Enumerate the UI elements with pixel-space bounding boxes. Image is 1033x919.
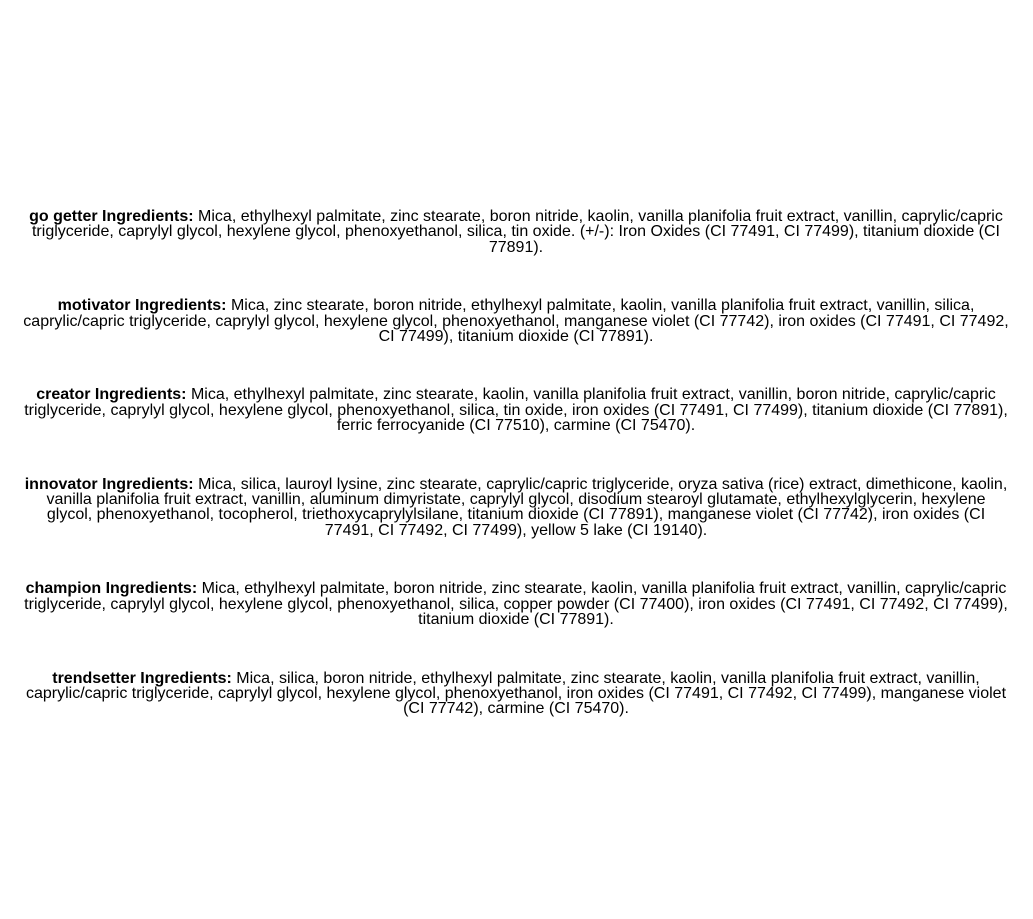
ingredient-block-go-getter bbox=[22, 209, 1010, 255]
ingredient-block-creator bbox=[22, 387, 1010, 433]
ingredient-text: Mica, silica, lauroyl lysine, zinc stearate, caprylic/capric triglyceride, oryza sativa (rice) extract, dimethicone, kaolin, vanilla planifolia fruit extract, vanillin, aluminum dimyristate, caprylyl glycol, disodium stearoyl glutamate, ethylhexylglycerin, hexylene glycol, phenoxyethanol, tocopherol, triethoxycaprylylsilane, titanium dioxide (CI 77891), manganese violet (CI 77742), iron oxides (CI 77491, CI 77492, CI 77499), yellow 5 lake (CI 19140). bbox=[46, 475, 1008, 539]
ingredient-heading: trendsetter Ingredients: bbox=[52, 669, 232, 687]
ingredient-block-innovator bbox=[22, 477, 1010, 539]
ingredient-text: Mica, zinc stearate, boron nitride, ethylhexyl palmitate, kaolin, vanilla planifolia fruit extract, vanillin, silica, caprylic/capric triglyceride, caprylyl glycol, hexylene glycol, phenoxyethanol, manganese violet (CI 77742), iron oxides (CI 77491, CI 77492, CI 77499), titanium dioxide (CI 77891). bbox=[23, 297, 1009, 346]
ingredient-heading: innovator Ingredients: bbox=[24, 475, 194, 493]
ingredient-heading: creator Ingredients: bbox=[36, 386, 187, 404]
ingredient-text: Mica, ethylhexyl palmitate, zinc stearate, kaolin, vanilla planifolia fruit extract, vanillin, boron nitride, caprylic/capric triglyceride, caprylyl glycol, hexylene glycol, phenoxyethanol, silica, tin oxide, iron oxides (CI 77491, CI 77499), titanium dioxide (CI 77891), ferric ferrocyanide (CI 77510), carmine (CI 75470). bbox=[24, 386, 1008, 435]
ingredient-block-trendsetter bbox=[22, 671, 1010, 717]
ingredient-heading: go getter Ingredients: bbox=[29, 208, 194, 225]
ingredients-list bbox=[22, 209, 1010, 717]
ingredient-text: Mica, ethylhexyl palmitate, zinc stearate, boron nitride, kaolin, vanilla planifolia fruit extract, vanillin, caprylic/capric triglyceride, caprylyl glycol, hexylene glycol, phenoxyethanol, silica, tin oxide. (+/-): Iron Oxides (CI 77491, CI 77499), titanium dioxide (CI 77891). bbox=[31, 208, 1003, 256]
ingredient-block-motivator bbox=[22, 298, 1010, 344]
ingredient-heading: champion Ingredients: bbox=[25, 580, 198, 598]
ingredient-text: Mica, silica, boron nitride, ethylhexyl palmitate, zinc stearate, kaolin, vanilla planifolia fruit extract, vanillin, caprylic/capric triglyceride, caprylyl glycol, hexylene glycol, phenoxyethanol, iron oxides (CI 77491, CI 77492, CI 77499), manganese violet (CI 77742), carmine (CI 75470). bbox=[25, 669, 1007, 718]
ingredient-heading: motivator Ingredients: bbox=[57, 297, 227, 315]
ingredient-text: Mica, ethylhexyl palmitate, boron nitride, zinc stearate, kaolin, vanilla planifolia fruit extract, vanillin, caprylic/capric triglyceride, caprylyl glycol, hexylene glycol, phenoxyethanol, silica, copper powder (CI 77400), iron oxides (CI 77491, CI 77492, CI 77499), titanium dioxide (CI 77891). bbox=[24, 580, 1008, 629]
ingredient-block-champion bbox=[22, 581, 1010, 627]
